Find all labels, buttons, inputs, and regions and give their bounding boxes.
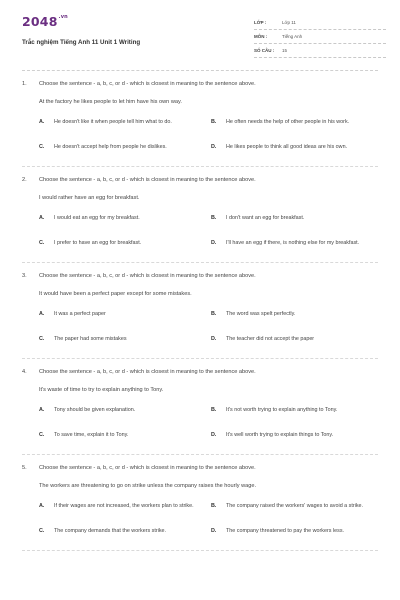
- question-sentence: It would have been a perfect paper except for some mistakes.: [39, 291, 192, 297]
- answer-option[interactable]: [39, 498, 211, 516]
- option-letter: C.: [39, 432, 45, 439]
- answer-options: [39, 210, 378, 253]
- answer-option[interactable]: [39, 402, 211, 420]
- option-text: The teacher did not accept the paper: [226, 336, 315, 343]
- answer-option[interactable]: [39, 114, 211, 132]
- question-sentence: The workers are threatening to go on strike unless the company raises the hourly wage.: [39, 483, 257, 489]
- question-instruction: Choose the sentence - a, b, c, or d - which is closest in meaning to the sentence above.: [39, 369, 256, 375]
- question-instruction: Choose the sentence - a, b, c, or d - which is closest in meaning to the sentence above.: [39, 81, 256, 87]
- answer-option[interactable]: [39, 331, 211, 349]
- answer-option[interactable]: [211, 427, 383, 445]
- answer-options: [39, 114, 378, 157]
- option-text: I don't want an egg for breakfast.: [226, 215, 305, 222]
- meta-subject: [254, 30, 386, 44]
- option-text: He likes people to think all good ideas are his own.: [226, 144, 348, 151]
- meta-grade-value: Lớp 11: [282, 20, 296, 25]
- answer-option[interactable]: [39, 210, 211, 228]
- option-text: I would eat an egg for my breakfast.: [54, 215, 140, 222]
- option-text: It's well worth trying to explain things to Tony.: [226, 432, 334, 439]
- option-text: He doesn't like it when people tell him what to do.: [54, 119, 172, 126]
- option-text: I prefer to have an egg for breakfast.: [54, 240, 142, 247]
- option-letter: C.: [39, 144, 45, 151]
- question-list: [22, 80, 378, 560]
- meta-subject-value: Tiếng Anh: [282, 34, 303, 39]
- answer-option[interactable]: [211, 498, 383, 516]
- option-letter: D.: [211, 240, 217, 247]
- meta-grade: [254, 16, 386, 30]
- question-item: [22, 464, 378, 551]
- option-text: To save time, explain it to Tony.: [54, 432, 129, 439]
- logo-text: 2048: [22, 14, 58, 29]
- answer-option[interactable]: [211, 235, 383, 253]
- question-sentence: At the factory he likes people to let him have his own way.: [39, 99, 182, 105]
- option-letter: C.: [39, 240, 45, 247]
- meta-subject-key: MÔN :: [254, 34, 268, 39]
- question-item: [22, 176, 378, 263]
- logo-tld: .vn: [58, 14, 68, 20]
- answer-option[interactable]: [211, 139, 383, 157]
- answer-option[interactable]: [211, 523, 383, 541]
- option-text: The paper had some mistakes: [54, 336, 127, 343]
- header-divider: [22, 70, 378, 71]
- option-text: He doesn't accept help from people he dislikes.: [54, 144, 167, 151]
- option-letter: B.: [211, 215, 217, 222]
- option-letter: C.: [39, 336, 45, 343]
- question-number: 3.: [22, 273, 27, 279]
- option-letter: A.: [39, 503, 45, 510]
- option-letter: A.: [39, 119, 45, 126]
- option-letter: B.: [211, 119, 217, 126]
- option-letter: A.: [39, 215, 45, 222]
- question-stem: [22, 80, 378, 88]
- option-text: He often needs the help of other people in his work.: [226, 119, 350, 126]
- meta-grade-key: LỚP :: [254, 20, 267, 25]
- question-stem: [22, 464, 378, 472]
- option-letter: C.: [39, 528, 45, 535]
- question-number: 2.: [22, 177, 27, 183]
- page-title: Trắc nghiệm Tiếng Anh 11 Unit 1 Writing: [22, 39, 141, 46]
- answer-options: [39, 402, 378, 445]
- meta-count: [254, 44, 386, 58]
- option-letter: B.: [211, 311, 217, 318]
- question-sentence: I would rather have an egg for breakfast.: [39, 195, 140, 201]
- option-text: If their wages are not increased, the workers plan to strike.: [54, 503, 194, 510]
- option-text: Tony should be given explanation.: [54, 407, 136, 414]
- question-sentence: It's waste of time to try to explain anything to Tony.: [39, 387, 164, 393]
- answer-option[interactable]: [39, 523, 211, 541]
- question-number: 4.: [22, 369, 27, 375]
- question-instruction: Choose the sentence - a, b, c, or d - which is closest in meaning to the sentence above.: [39, 177, 256, 183]
- page-header: [0, 0, 400, 66]
- option-letter: A.: [39, 407, 45, 414]
- answer-option[interactable]: [39, 306, 211, 324]
- answer-option[interactable]: [211, 210, 383, 228]
- option-letter: D.: [211, 336, 217, 343]
- answer-option[interactable]: [211, 114, 383, 132]
- question-instruction: Choose the sentence - a, b, c, or d - which is closest in meaning to the sentence above.: [39, 465, 256, 471]
- option-text: The word was spelt perfectly.: [226, 311, 296, 318]
- option-letter: B.: [211, 503, 217, 510]
- answer-option[interactable]: [211, 331, 383, 349]
- option-letter: D.: [211, 144, 217, 151]
- option-letter: A.: [39, 311, 45, 318]
- question-instruction: Choose the sentence - a, b, c, or d - which is closest in meaning to the sentence above.: [39, 273, 256, 279]
- answer-options: [39, 498, 378, 541]
- question-number: 5.: [22, 465, 27, 471]
- question-item: [22, 368, 378, 455]
- option-letter: D.: [211, 432, 217, 439]
- option-text: I'll have an egg if there, is nothing else for my breakfast.: [226, 240, 360, 247]
- option-text: The company threatened to pay the workers less.: [226, 528, 345, 535]
- question-number: 1.: [22, 81, 27, 87]
- option-text: It's not worth trying to explain anything to Tony.: [226, 407, 338, 414]
- meta-count-value: 15: [282, 48, 288, 53]
- answer-option[interactable]: [39, 427, 211, 445]
- question-item: [22, 272, 378, 359]
- question-item: [22, 80, 378, 167]
- meta-count-key: SỐ CÂU :: [254, 48, 275, 53]
- answer-option[interactable]: [39, 139, 211, 157]
- question-stem: [22, 176, 378, 184]
- answer-option[interactable]: [211, 402, 383, 420]
- option-text: It was a perfect paper: [54, 311, 106, 318]
- quiz-meta: [254, 16, 386, 58]
- option-letter: B.: [211, 407, 217, 414]
- option-text: The company demands that the workers strike.: [54, 528, 167, 535]
- option-text: The company raised the workers' wages to avoid a strike.: [226, 503, 364, 510]
- option-letter: D.: [211, 528, 217, 535]
- answer-option[interactable]: [211, 306, 383, 324]
- answer-options: [39, 306, 378, 349]
- question-stem: [22, 368, 378, 376]
- question-stem: [22, 272, 378, 280]
- answer-option[interactable]: [39, 235, 211, 253]
